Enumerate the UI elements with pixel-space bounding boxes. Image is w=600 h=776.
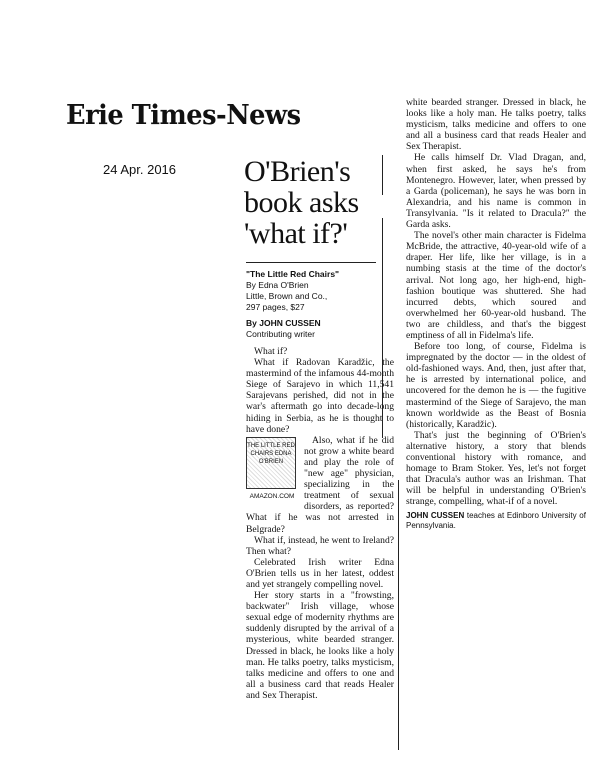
article-column-1 xyxy=(246,346,394,746)
book-publisher: Little, Brown and Co., xyxy=(246,291,328,301)
tagline-name: JOHN CUSSEN xyxy=(406,511,465,521)
article-headline: O'Brien's book asks 'what if?' xyxy=(244,155,359,250)
book-cover-image xyxy=(246,437,298,502)
paragraph: What if Radovan Karadžic, the mastermind of the infamous 44-month Siege of Sarajevo in which 11,541 Sarajevans perished, did not in the war's aftermath go into decade-long hiding in Serbia, as he is thought to have done? xyxy=(246,357,394,435)
book-title: "The Little Red Chairs" xyxy=(246,269,340,279)
byline xyxy=(246,318,321,340)
byline-name: By JOHN CUSSEN xyxy=(246,318,321,328)
paragraph: That's just the beginning of O'Brien's alternative history, a story that blends conventional history with romance, and homage to Bram Stoker. Yes, let's not forget that Dracula's author was an Irishman. That will be helpful in understanding O'Brien's strange, compelling, what-if of a novel. xyxy=(406,429,586,508)
paragraph: What if? xyxy=(254,346,288,357)
paragraph: What if, instead, he went to Ireland? Then what? xyxy=(246,534,394,557)
book-info xyxy=(246,262,376,313)
scan-rule xyxy=(382,155,383,195)
scan-rule xyxy=(398,480,399,750)
paragraph: white bearded stranger. Dressed in black, he looks like a holy man. He talks poetry, talks mysticism, talks medicine and offers to one and all a business card that reads Healer and Sex Therapist. xyxy=(406,97,586,153)
tagline-text: teaches at Edinboro University of Pennsylvania. xyxy=(406,511,586,531)
newspaper-masthead: Erie Times-News xyxy=(66,100,301,131)
byline-role: Contributing writer xyxy=(246,329,315,339)
paragraph: Her story starts in a "frowsting, backwater" Irish village, whose sexual edge of modernity rhythms are suddenly disrupted by the arrival of a mysterious, white bearded stranger. Dressed in black, he looks like a holy man. He talks poetry, talks mysticism, talks medicine and offers to one and all a business card that reads Healer and Sex Therapist. xyxy=(246,590,394,701)
paragraph: He calls himself Dr. Vlad Dragan, and, when first asked, he says he's from Montenegro. However, later, when pressed by a Garda (policeman), he says he was born in Alexandria, and his name is common in Transylvania. "Is it related to Dracula?" the Garda asks. xyxy=(406,152,586,231)
book-details: 297 pages, $27 xyxy=(246,302,305,312)
paragraph: Also, what if he did not grow a white beard and play the role of "new age" physician, specializing in the treatment of sexual disorders, as reported? What if he was not arrested in Belgrade? xyxy=(246,434,394,535)
image-credit: AMAZON.COM xyxy=(249,492,295,500)
author-tagline xyxy=(406,511,586,531)
book-cover-title: THE LITTLE RED CHAIRS EDNA O'BRIEN xyxy=(246,437,296,489)
article-column-2 xyxy=(406,97,586,531)
paragraph: Celebrated Irish writer Edna O'Brien tells us in her latest, oddest and yet strangely compelling novel. xyxy=(246,556,394,590)
paragraph: Before too long, of course, Fidelma is impregnated by the doctor — in the oldest of old-fashioned ways. And, then, just after that, he is arrested by international police, and uncovered for the demon he is — the fugitive mastermind of the Siege of Sarajevo, the man known worldwide as the Beast of Bosnia (historically, Karadžic). xyxy=(406,341,586,430)
book-author: By Edna O'Brien xyxy=(246,280,309,290)
clipping-date: 24 Apr. 2016 xyxy=(103,162,177,177)
paragraph: The novel's other main character is Fidelma McBride, the attractive, 40-year-old wife of a draper. Her life, like her village, is in a numbing stasis at the time of the doctor's arrival. Not long ago, her high-end, high-fashion boutique was shuttered. She had incurred debts, which soured and overwhelmed her 60-year-old husband. The two are childless, and that's the biggest emptiness of all in Fidelma's life. xyxy=(406,230,586,341)
